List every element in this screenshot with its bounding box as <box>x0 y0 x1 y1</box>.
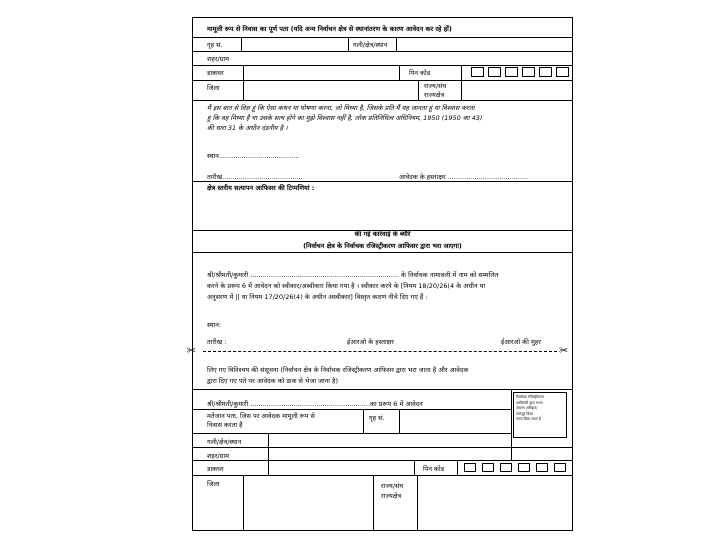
ack-district-field[interactable] <box>244 476 372 529</box>
ack-pin-label: पिन कोड <box>423 465 445 473</box>
ack-post-office-label: डाकघर <box>207 465 224 473</box>
house-no-field[interactable] <box>242 38 347 50</box>
form-6-page <box>187 17 573 531</box>
pin-digit-box[interactable] <box>471 67 484 77</box>
ero-seal-label: ईआरओ की मुहर <box>501 338 541 346</box>
ack-town-label: शहर/ग्राम <box>207 452 229 460</box>
ack-street-field[interactable] <box>269 434 510 446</box>
ack-district-label: जिला <box>207 480 220 488</box>
ero-stamp-box <box>513 392 567 438</box>
ack-name-line: श्री/श्रीमती/कुमारी ..........................................................का प्ररूप 6 में आवेदन <box>207 400 423 408</box>
ack-street-label: गली/क्षेत्र/स्थान <box>207 438 242 446</box>
action-title: की गई कार्रवाई के ब्यौरे <box>354 230 411 238</box>
scissors-icon: ✂ <box>559 344 569 357</box>
blo-comments-label: क्षेत्र स्तरीय सत्यापन आफिसर की टिप्पणियां : <box>207 184 315 192</box>
ack-heading <box>207 365 468 387</box>
post-office-label: डाकघर <box>207 69 224 77</box>
pin-digit-box[interactable] <box>539 67 552 77</box>
scissors-icon: ✂ <box>187 344 197 357</box>
pin-digit-box[interactable] <box>522 67 535 77</box>
ack-pin-digit-box[interactable] <box>536 463 548 472</box>
pin-label: पिन कोड <box>409 69 431 77</box>
town-field[interactable] <box>248 52 571 64</box>
ack-heading-line: लिए गए विनिश्चय की संसूचना (निर्वाचन क्षेत्र के निर्वाचक रजिस्ट्रीकरण आफिसर द्वारा भरा जाता है और आवेदक <box>207 366 469 374</box>
pin-digit-box[interactable] <box>556 67 569 77</box>
declaration-line: हूं कि वह मिथ्या है या उसके सत्य होने का मुझे विश्वास नहीं है, लोक प्रतिनिधित्व अधिनियम, 1950 (1950 का 43) <box>207 114 483 122</box>
street-label: गली/क्षेत्र/स्थान <box>353 41 388 49</box>
date-label: तारीख....................................... <box>207 173 303 181</box>
ack-house-no-label: गृह सं. <box>369 414 385 422</box>
district-label: जिला <box>207 84 220 92</box>
stamp-line: जाना बिला जाता है <box>516 417 541 421</box>
stamp-line: आफिसरी द्वारा भरना <box>516 400 543 405</box>
action-line: अनुसरण में || या नियम 17/20/26(4) के अधीन अस्वीकार] विस्तृत कारण नीचे दिए गए हैं : <box>207 293 428 301</box>
pin-digit-box[interactable] <box>505 67 518 77</box>
stamp-line: निर्वाचक रजिस्ट्रीकरण <box>516 395 545 399</box>
action-line: करने के प्ररूप 6 में आवेदन को स्वीकार/अस्वीकार किया गया है । स्वीकार करने के [नियम 18/20/26(4 के अधीन या <box>207 282 486 290</box>
action-date-label: तारीख : <box>207 338 227 346</box>
ack-state-field[interactable] <box>418 476 571 529</box>
declaration-line: मैं इस बात से विज्ञ हूं कि ऐसा कथन या घोषणा करना, जो मिथ्या है, जिसके प्रति मैं यह जानता हूं या विश्वास करता <box>207 104 475 112</box>
post-office-field[interactable] <box>244 66 398 79</box>
declaration <box>207 103 482 133</box>
ack-pin-digit-box[interactable] <box>464 463 476 472</box>
ack-pin-digit-box[interactable] <box>518 463 530 472</box>
ack-state-label: राज्य/संघ <box>381 482 404 490</box>
street-field[interactable] <box>397 38 571 50</box>
state-label: राज्य/संघ <box>424 82 447 90</box>
ack-house-no-field[interactable] <box>400 410 510 432</box>
declaration-line: की धारा 31 के अधीन दंडनीय है । <box>207 124 288 132</box>
ack-state-label-2: राज्यक्षेत्र <box>381 492 402 500</box>
ack-post-office-field[interactable] <box>269 461 413 474</box>
action-text <box>207 270 498 303</box>
applicant-signature-label: आवेदक के हस्ताक्षर ....................................... <box>399 173 529 181</box>
district-field[interactable] <box>244 81 417 99</box>
address-heading: मामूली रूप से निवास का पूर्ण पता (यदि अन्य निर्वाचन क्षेत्र से स्थानांतरण के कारण आवेदन कर रहे हों) <box>207 25 452 33</box>
action-place-label: स्थान: <box>207 321 222 329</box>
ack-heading-line: द्वारा दिए गए पते पर आवेदक को डाक से भेजा जाना है) <box>207 377 339 385</box>
action-line: श्री/श्रीमती/कुमारी ........................................................................ के निर्वाचक नामावली में नाम को सम्मलित <box>207 271 499 279</box>
house-no-label: गृह सं. <box>207 41 223 49</box>
state-field[interactable] <box>462 81 571 99</box>
cut-line <box>203 351 557 352</box>
stamp-line: नामंज़ूर किया <box>516 411 534 416</box>
ack-residence-label: मतेजान पता, जिस पर आवेदक मामूली रूप से <box>207 412 315 420</box>
stamp-line: जाएगा (स्वीकृत/ <box>516 406 538 410</box>
state-label-2: राज्यक्षेत्र <box>424 91 445 99</box>
pin-digit-box[interactable] <box>488 67 501 77</box>
place-label: स्थान....................................... <box>207 152 300 160</box>
ack-residence-label-2: निवास करता है <box>207 421 243 429</box>
ero-signature-label: ईआरओ के हस्ताक्षर <box>347 338 394 346</box>
town-label: शहर/ग्राम <box>207 55 229 63</box>
ack-town-field[interactable] <box>269 448 571 459</box>
ack-pin-digit-box[interactable] <box>500 463 512 472</box>
ack-pin-digit-box[interactable] <box>554 463 566 472</box>
action-subtitle: (निर्वाचन क्षेत्र के निर्वाचक रजिस्ट्रीकरण आफिसर द्वारा भरा जाएगा) <box>303 242 462 250</box>
ack-pin-digit-box[interactable] <box>482 463 494 472</box>
blo-comments-area[interactable] <box>207 194 567 228</box>
